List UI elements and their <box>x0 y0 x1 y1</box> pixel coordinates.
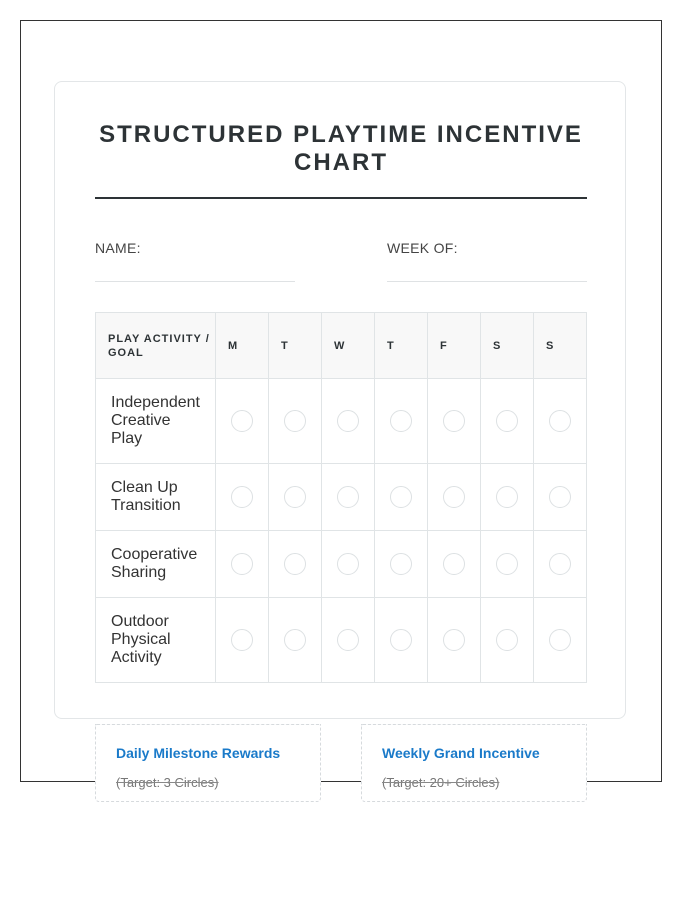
weekly-reward-title: Weekly Grand Incentive <box>382 745 540 761</box>
day-cell <box>428 464 481 531</box>
activity-label: Cooperative Sharing <box>96 531 216 598</box>
empty-circle-icon[interactable] <box>337 553 359 575</box>
day-header: W <box>322 313 375 379</box>
empty-circle-icon[interactable] <box>231 553 253 575</box>
day-header: T <box>269 313 322 379</box>
day-cell <box>428 531 481 598</box>
empty-circle-icon[interactable] <box>390 629 412 651</box>
day-cell <box>481 531 534 598</box>
day-cell <box>322 464 375 531</box>
empty-circle-icon[interactable] <box>390 410 412 432</box>
empty-circle-icon[interactable] <box>231 410 253 432</box>
empty-circle-icon[interactable] <box>496 553 518 575</box>
empty-circle-icon[interactable] <box>284 410 306 432</box>
day-cell <box>534 464 587 531</box>
empty-circle-icon[interactable] <box>443 629 465 651</box>
day-cell <box>375 464 428 531</box>
empty-circle-icon[interactable] <box>496 629 518 651</box>
empty-circle-icon[interactable] <box>549 629 571 651</box>
daily-reward-target: (Target: 3 Circles) <box>116 775 219 790</box>
day-cell <box>269 598 322 683</box>
day-cell <box>428 598 481 683</box>
day-cell <box>375 531 428 598</box>
empty-circle-icon[interactable] <box>337 486 359 508</box>
day-cell <box>481 464 534 531</box>
activity-label: Outdoor Physical Activity <box>96 598 216 683</box>
table-row <box>96 464 587 531</box>
empty-circle-icon[interactable] <box>284 486 306 508</box>
goal-column-header: PLAY ACTIVITY / GOAL <box>96 313 216 379</box>
empty-circle-icon[interactable] <box>443 486 465 508</box>
day-cell <box>216 379 269 464</box>
weekly-reward-box <box>361 724 587 802</box>
title-divider <box>95 197 587 199</box>
empty-circle-icon[interactable] <box>337 629 359 651</box>
activity-label: Independent Creative Play <box>96 379 216 464</box>
day-header: S <box>481 313 534 379</box>
empty-circle-icon[interactable] <box>549 486 571 508</box>
week-of-line[interactable] <box>387 281 587 282</box>
day-cell <box>534 598 587 683</box>
day-cell <box>322 379 375 464</box>
week-of-label: WEEK OF: <box>387 240 458 256</box>
empty-circle-icon[interactable] <box>337 410 359 432</box>
empty-circle-icon[interactable] <box>390 486 412 508</box>
day-cell <box>216 464 269 531</box>
day-cell <box>322 531 375 598</box>
day-cell <box>428 379 481 464</box>
empty-circle-icon[interactable] <box>443 410 465 432</box>
empty-circle-icon[interactable] <box>496 410 518 432</box>
day-header: M <box>216 313 269 379</box>
empty-circle-icon[interactable] <box>549 553 571 575</box>
table-header-row <box>96 313 587 379</box>
day-header: S <box>534 313 587 379</box>
empty-circle-icon[interactable] <box>443 553 465 575</box>
empty-circle-icon[interactable] <box>284 553 306 575</box>
day-cell <box>322 598 375 683</box>
day-cell <box>269 531 322 598</box>
empty-circle-icon[interactable] <box>549 410 571 432</box>
empty-circle-icon[interactable] <box>496 486 518 508</box>
name-label: NAME: <box>95 240 141 256</box>
day-cell <box>534 531 587 598</box>
empty-circle-icon[interactable] <box>390 553 412 575</box>
day-cell <box>534 379 587 464</box>
day-header: F <box>428 313 481 379</box>
day-header: T <box>375 313 428 379</box>
name-line[interactable] <box>95 281 295 282</box>
table-row <box>96 598 587 683</box>
empty-circle-icon[interactable] <box>231 486 253 508</box>
day-cell <box>269 379 322 464</box>
day-cell <box>375 598 428 683</box>
table-row <box>96 379 587 464</box>
day-cell <box>269 464 322 531</box>
incentive-table <box>95 312 587 683</box>
weekly-reward-target: (Target: 20+ Circles) <box>382 775 500 790</box>
table-row <box>96 531 587 598</box>
empty-circle-icon[interactable] <box>284 629 306 651</box>
day-cell <box>375 379 428 464</box>
activity-label: Clean Up Transition <box>96 464 216 531</box>
day-cell <box>216 531 269 598</box>
daily-reward-box <box>95 724 321 802</box>
empty-circle-icon[interactable] <box>231 629 253 651</box>
page-title: STRUCTURED PLAYTIME INCENTIVE CHART <box>99 121 583 176</box>
day-cell <box>216 598 269 683</box>
day-cell <box>481 379 534 464</box>
daily-reward-title: Daily Milestone Rewards <box>116 745 281 761</box>
day-cell <box>481 598 534 683</box>
